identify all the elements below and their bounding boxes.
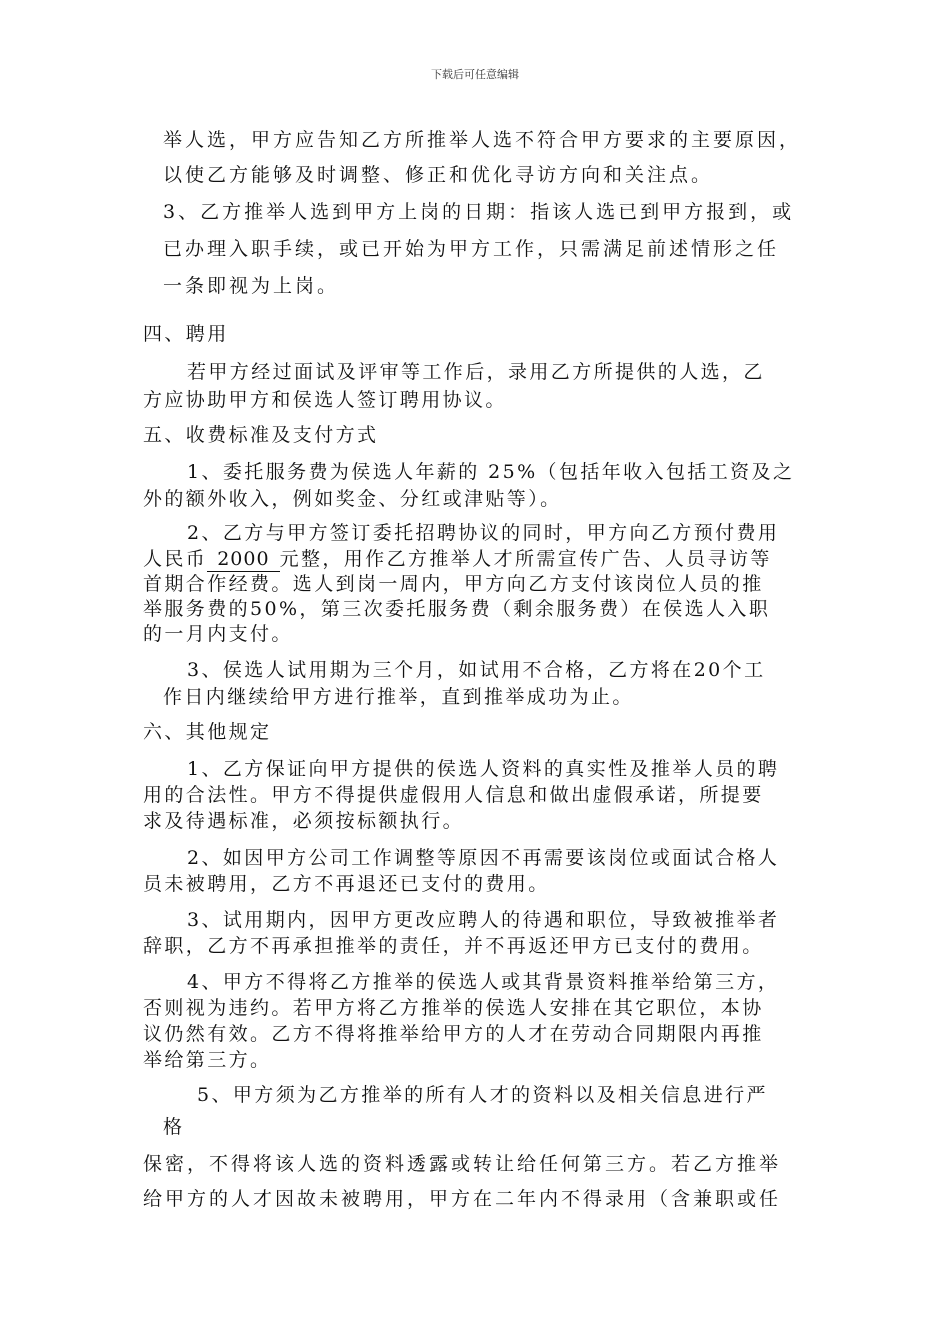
text-line: 员未被聘用，乙方不再退还已支付的费用。 xyxy=(143,873,550,895)
text-line: 求及待遇标准，必须按标额执行。 xyxy=(143,810,465,832)
text-line: 已办理入职手续，或已开始为甲方工作，只需满足前述情形之任 xyxy=(163,238,780,260)
text-line: 辞职，乙方不再承担推举的责任，并不再返还甲方已支付的费用。 xyxy=(143,935,764,957)
text-line: 3、侯选人试用期为三个月，如试用不合格，乙方将在20个工 xyxy=(187,659,766,681)
text-fragment: 人民币 xyxy=(143,548,208,570)
text-line: 举给第三方。 xyxy=(143,1049,272,1071)
text-line: 5、甲方须为乙方推举的所有人才的资料以及相关信息进行严 xyxy=(197,1084,768,1106)
text-line: 作日内继续给甲方进行推举，直到推举成功为止。 xyxy=(163,686,634,708)
text-line: 3、试用期内，因甲方更改应聘人的待遇和职位，导致被推举者 xyxy=(187,909,780,931)
text-line xyxy=(143,547,772,572)
text-line: 4、甲方不得将乙方推举的侯选人或其背景资料推举给第三方， xyxy=(187,971,780,993)
fee-amount-field: 2000 xyxy=(207,547,279,572)
text-line: 用的合法性。甲方不得提供虚假用人信息和做出虚假承诺，所提要 xyxy=(143,784,764,806)
text-line: 1、委托服务费为侯选人年薪的 25%（包括年收入包括工资及之 xyxy=(187,461,795,483)
text-line: 外的额外收入，例如奖金、分红或津贴等）。 xyxy=(143,488,562,510)
text-line: 若甲方经过面试及评审等工作后，录用乙方所提供的人选，乙 xyxy=(187,361,765,383)
page-header: 下载后可任意编辑 xyxy=(431,68,519,81)
text-line: 一条即视为上岗。 xyxy=(163,275,340,297)
text-line: 1、乙方保证向甲方提供的侯选人资料的真实性及推举人员的聘 xyxy=(187,758,780,780)
section-heading: 四、聘用 xyxy=(143,323,229,345)
text-fragment: 元整，用作乙方推举人才所需宣传广告、人员寻访等 xyxy=(279,548,772,570)
text-line: 首期合作经费。选人到岗一周内，甲方向乙方支付该岗位人员的推 xyxy=(143,573,764,595)
text-line: 举人选，甲方应告知乙方所推举人选不符合甲方要求的主要原因， xyxy=(163,129,802,151)
text-line: 保密，不得将该人选的资料透露或转让给任何第三方。若乙方推举 xyxy=(143,1153,782,1175)
section-heading: 六、其他规定 xyxy=(143,721,272,743)
text-line: 2、如因甲方公司工作调整等原因不再需要该岗位或面试合格人 xyxy=(187,847,780,869)
text-line: 方应协助甲方和侯选人签订聘用协议。 xyxy=(143,389,507,411)
text-line: 格 xyxy=(163,1116,185,1138)
text-line: 的一月内支付。 xyxy=(143,623,293,645)
text-line: 以使乙方能够及时调整、修正和优化寻访方向和关注点。 xyxy=(163,164,714,186)
text-line: 给甲方的人才因故未被聘用，甲方在二年内不得录用（含兼职或任 xyxy=(143,1188,782,1210)
text-line: 举服务费的50%，第三次委托服务费（剩余服务费）在侯选人入职 xyxy=(143,598,771,620)
text-line: 否则视为违约。若甲方将乙方推举的侯选人安排在其它职位，本协 xyxy=(143,997,764,1019)
text-line: 3、乙方推举人选到甲方上岗的日期：指该人选已到甲方报到，或 xyxy=(163,201,795,223)
section-heading: 五、收费标准及支付方式 xyxy=(143,424,379,446)
text-line: 议仍然有效。乙方不得将推举给甲方的人才在劳动合同期限内再推 xyxy=(143,1023,764,1045)
text-line: 2、乙方与甲方签订委托招聘协议的同时，甲方向乙方预付费用 xyxy=(187,522,780,544)
